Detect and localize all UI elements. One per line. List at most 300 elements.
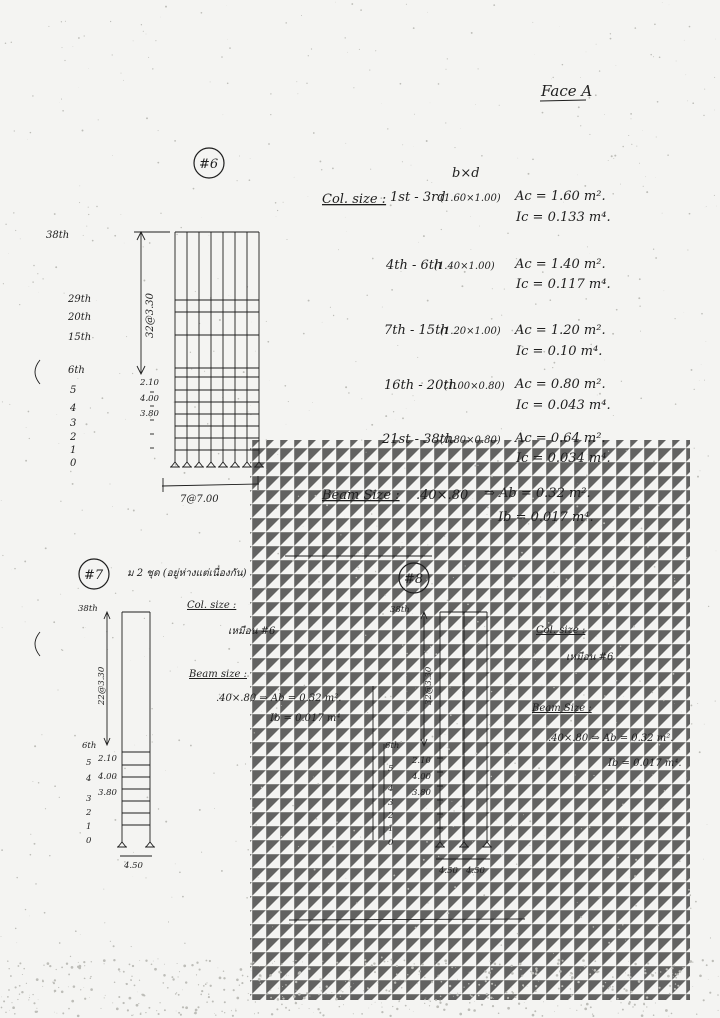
scan-speck bbox=[103, 959, 106, 962]
scan-speck bbox=[161, 562, 162, 563]
scan-speck bbox=[5, 42, 7, 44]
scan-speck bbox=[671, 1013, 673, 1015]
scan-speck bbox=[107, 649, 108, 650]
scan-speck bbox=[253, 961, 255, 963]
scan-speck bbox=[691, 369, 693, 371]
scan-speck bbox=[524, 1002, 525, 1003]
scan-speck bbox=[543, 640, 544, 641]
scan-speck bbox=[325, 993, 326, 994]
scan-speck bbox=[367, 987, 368, 988]
scan-speck bbox=[196, 962, 198, 964]
scan-speck bbox=[402, 417, 404, 419]
scan-speck bbox=[248, 412, 249, 413]
scan-speck bbox=[429, 1005, 430, 1006]
scan-speck bbox=[3, 283, 4, 284]
scan-speck bbox=[697, 476, 699, 478]
scan-speck bbox=[445, 122, 446, 123]
scan-speck bbox=[126, 983, 127, 984]
scan-speck bbox=[53, 982, 55, 984]
scan-speck bbox=[664, 790, 666, 792]
scan-speck bbox=[635, 859, 637, 861]
frame8-col-size-label: Col. size : bbox=[536, 625, 586, 636]
scan-speck bbox=[528, 173, 530, 175]
scan-speck bbox=[483, 894, 485, 896]
scan-speck bbox=[68, 973, 70, 975]
scan-speck bbox=[181, 227, 182, 228]
scan-speck bbox=[411, 966, 414, 969]
scan-speck bbox=[191, 369, 192, 370]
scan-speck bbox=[261, 977, 262, 978]
scan-speck bbox=[256, 824, 257, 825]
scan-speck bbox=[583, 694, 584, 695]
scan-speck bbox=[319, 978, 322, 981]
scan-speck bbox=[220, 625, 221, 626]
story-height: 2.10 bbox=[412, 756, 431, 766]
scan-speck bbox=[650, 54, 652, 56]
scan-speck bbox=[622, 827, 623, 828]
scan-speck bbox=[364, 972, 365, 973]
scan-speck bbox=[179, 871, 181, 873]
scan-speck bbox=[224, 1012, 225, 1013]
scan-speck bbox=[148, 57, 149, 58]
scan-speck bbox=[249, 604, 250, 605]
scan-speck bbox=[276, 1008, 278, 1010]
scan-speck bbox=[492, 288, 493, 289]
scan-speck bbox=[584, 1008, 587, 1011]
scan-speck bbox=[304, 685, 306, 687]
scan-speck bbox=[365, 962, 367, 964]
scan-speck bbox=[78, 37, 80, 39]
scan-speck bbox=[276, 508, 277, 509]
scan-speck bbox=[61, 966, 63, 968]
scan-speck bbox=[19, 985, 21, 987]
scan-speck bbox=[194, 1012, 197, 1015]
scan-speck bbox=[583, 637, 585, 639]
scan-speck bbox=[144, 656, 145, 657]
scan-speck bbox=[494, 963, 497, 966]
scan-speck bbox=[339, 1006, 341, 1008]
scan-speck bbox=[633, 626, 635, 628]
scan-speck bbox=[714, 110, 715, 111]
scan-speck bbox=[511, 825, 512, 826]
scan-speck bbox=[33, 1002, 35, 1004]
scan-speck bbox=[112, 155, 113, 156]
scan-speck bbox=[232, 1015, 234, 1017]
scan-speck bbox=[663, 700, 664, 701]
scan-speck bbox=[309, 996, 310, 997]
scan-speck bbox=[147, 797, 149, 799]
scan-speck bbox=[652, 774, 653, 775]
scan-speck bbox=[595, 94, 597, 96]
scan-speck bbox=[471, 249, 472, 250]
scan-speck bbox=[10, 975, 12, 977]
scan-speck bbox=[80, 989, 81, 990]
scan-speck bbox=[42, 980, 44, 982]
scan-speck bbox=[117, 859, 118, 860]
scan-speck bbox=[666, 968, 668, 970]
scan-speck bbox=[178, 739, 180, 741]
scan-speck bbox=[583, 601, 585, 603]
scan-speck bbox=[453, 826, 454, 827]
scan-speck bbox=[14, 130, 15, 131]
scan-speck bbox=[375, 50, 376, 51]
level-label: 6th bbox=[82, 741, 97, 751]
scan-speck bbox=[639, 305, 640, 306]
scan-speck bbox=[350, 978, 352, 980]
scan-speck bbox=[512, 992, 514, 994]
level-label: 15th bbox=[68, 332, 92, 343]
scan-speck bbox=[58, 987, 59, 988]
scan-speck bbox=[146, 735, 147, 736]
scan-speck bbox=[355, 361, 356, 362]
scan-speck bbox=[315, 495, 317, 497]
scan-speck bbox=[92, 240, 94, 242]
scan-speck bbox=[431, 583, 432, 584]
scan-speck bbox=[37, 273, 38, 274]
scan-speck bbox=[673, 965, 674, 966]
scan-speck bbox=[190, 352, 191, 353]
scan-speck bbox=[409, 1009, 410, 1010]
scan-speck bbox=[258, 1012, 260, 1014]
scan-speck bbox=[402, 644, 403, 645]
level-label: 3 bbox=[70, 418, 77, 429]
scan-speck bbox=[206, 982, 207, 983]
scan-speck bbox=[457, 993, 458, 994]
scan-speck bbox=[400, 741, 402, 743]
scan-speck bbox=[407, 974, 408, 975]
scan-speck bbox=[309, 1008, 310, 1009]
scan-speck bbox=[29, 997, 30, 998]
scan-speck bbox=[15, 928, 17, 930]
scan-speck bbox=[158, 130, 159, 131]
scan-speck bbox=[640, 331, 641, 332]
scan-speck bbox=[609, 986, 611, 988]
scan-speck bbox=[446, 69, 447, 70]
scan-speck bbox=[679, 749, 680, 750]
scan-speck bbox=[589, 826, 591, 828]
scan-speck bbox=[447, 912, 449, 914]
frame8-beam-line: .40×.80 ⇒ Ab = 0.32 m². bbox=[548, 733, 674, 744]
scan-speck bbox=[14, 568, 16, 570]
scan-speck bbox=[369, 70, 370, 71]
scan-speck bbox=[647, 546, 649, 548]
scan-speck bbox=[499, 105, 500, 106]
scan-speck bbox=[184, 943, 185, 944]
scan-speck bbox=[589, 134, 590, 135]
scan-speck bbox=[534, 1010, 536, 1012]
scan-speck bbox=[207, 423, 208, 424]
scan-speck bbox=[294, 963, 296, 965]
scan-speck bbox=[112, 1002, 113, 1003]
scan-speck bbox=[243, 371, 245, 373]
scan-speck bbox=[367, 987, 369, 989]
scan-speck bbox=[493, 998, 494, 999]
scan-speck bbox=[598, 971, 600, 973]
scan-speck bbox=[575, 673, 576, 674]
scan-speck bbox=[183, 505, 184, 506]
scan-speck bbox=[82, 130, 84, 132]
scan-speck bbox=[436, 1005, 439, 1008]
scan-speck bbox=[229, 47, 231, 49]
story-height: 2.10 bbox=[140, 378, 159, 388]
scan-speck bbox=[381, 1007, 382, 1008]
scan-speck bbox=[353, 1013, 354, 1014]
scan-speck bbox=[152, 734, 153, 735]
scan-speck bbox=[562, 960, 564, 962]
frame7-note: ม 2 ชุด (อยู่ห่างแต่เนื่องกัน) bbox=[127, 568, 247, 579]
scan-speck bbox=[459, 1013, 462, 1016]
scan-speck bbox=[278, 689, 280, 691]
scan-speck bbox=[574, 547, 576, 549]
scan-speck bbox=[88, 214, 89, 215]
scan-speck bbox=[155, 40, 156, 41]
scan-speck bbox=[461, 689, 463, 691]
scan-speck bbox=[194, 1013, 195, 1014]
scan-speck bbox=[89, 997, 90, 998]
scan-speck bbox=[255, 351, 256, 352]
scan-speck bbox=[561, 985, 563, 987]
scan-speck bbox=[553, 571, 555, 573]
scan-speck bbox=[406, 711, 408, 713]
scan-speck bbox=[662, 213, 663, 214]
scan-speck bbox=[298, 846, 299, 847]
scan-speck bbox=[449, 993, 451, 995]
scan-speck bbox=[277, 210, 278, 211]
scan-speck bbox=[112, 637, 114, 639]
scan-speck bbox=[685, 74, 686, 75]
scan-speck bbox=[22, 607, 23, 608]
scan-speck bbox=[441, 981, 443, 983]
scan-speck bbox=[71, 1000, 74, 1003]
scan-speck bbox=[158, 808, 159, 809]
scan-speck bbox=[385, 595, 386, 596]
scan-speck bbox=[417, 357, 418, 358]
scan-speck bbox=[84, 965, 85, 966]
scan-speck bbox=[35, 1011, 37, 1013]
scan-speck bbox=[618, 1013, 619, 1014]
scan-speck bbox=[348, 392, 349, 393]
scan-speck bbox=[221, 870, 223, 872]
scan-speck bbox=[138, 1003, 139, 1004]
scan-speck bbox=[692, 986, 693, 987]
level-label: 6th bbox=[385, 741, 400, 751]
scan-speck bbox=[473, 1009, 476, 1012]
scan-speck bbox=[366, 452, 367, 453]
scan-speck bbox=[107, 227, 108, 228]
scan-speck bbox=[709, 992, 711, 994]
scan-speck bbox=[679, 970, 682, 973]
scan-speck bbox=[599, 897, 600, 898]
scan-speck bbox=[599, 393, 601, 395]
scan-speck bbox=[468, 983, 470, 985]
scan-speck bbox=[435, 999, 437, 1001]
scan-speck bbox=[708, 979, 709, 980]
scan-speck bbox=[692, 102, 694, 104]
scan-speck bbox=[689, 213, 691, 215]
scan-speck bbox=[674, 578, 675, 579]
scan-speck bbox=[400, 83, 402, 85]
scan-speck bbox=[122, 1002, 124, 1004]
scan-speck bbox=[1, 1007, 3, 1009]
scan-speck bbox=[12, 1006, 15, 1009]
scan-speck bbox=[400, 979, 401, 980]
scan-speck bbox=[639, 278, 641, 280]
scan-speck bbox=[73, 46, 74, 47]
scan-speck bbox=[387, 718, 388, 719]
scan-speck bbox=[345, 37, 346, 38]
scan-speck bbox=[178, 994, 180, 996]
scan-speck bbox=[368, 1008, 369, 1009]
scan-speck bbox=[628, 275, 630, 277]
scan-speck bbox=[276, 707, 277, 708]
scan-speck bbox=[506, 785, 507, 786]
scan-speck bbox=[443, 1009, 445, 1011]
scan-speck bbox=[241, 982, 243, 984]
scan-speck bbox=[404, 980, 406, 982]
scan-speck bbox=[33, 265, 35, 267]
scan-speck bbox=[130, 979, 132, 981]
scan-speck bbox=[602, 985, 604, 987]
scan-speck bbox=[535, 972, 538, 975]
scan-speck bbox=[604, 360, 605, 361]
scan-speck bbox=[247, 999, 248, 1000]
scan-speck bbox=[260, 983, 261, 984]
scan-speck bbox=[2, 401, 3, 402]
scan-speck bbox=[140, 1012, 141, 1013]
scan-speck bbox=[59, 443, 60, 444]
scan-speck bbox=[178, 1012, 180, 1014]
scan-speck bbox=[552, 367, 553, 368]
scan-speck bbox=[602, 992, 604, 994]
scan-speck bbox=[703, 999, 705, 1001]
scan-speck bbox=[139, 960, 140, 961]
scan-speck bbox=[201, 990, 203, 992]
scan-speck bbox=[123, 80, 124, 81]
scan-speck bbox=[449, 687, 450, 688]
scan-speck bbox=[612, 333, 614, 335]
scan-speck bbox=[406, 408, 407, 409]
scan-speck bbox=[231, 1010, 232, 1011]
scan-speck bbox=[9, 404, 10, 405]
scan-speck bbox=[237, 764, 239, 766]
scan-speck bbox=[592, 1015, 594, 1017]
scan-speck bbox=[84, 998, 86, 1000]
scan-speck bbox=[654, 566, 656, 568]
scan-speck bbox=[228, 648, 230, 650]
scan-speck bbox=[235, 1009, 236, 1010]
scan-speck bbox=[612, 976, 614, 978]
scan-speck bbox=[139, 980, 140, 981]
scan-speck bbox=[296, 81, 297, 82]
scan-speck bbox=[53, 621, 55, 623]
scan-speck bbox=[478, 643, 480, 645]
scan-speck bbox=[165, 821, 167, 823]
scan-speck bbox=[227, 39, 228, 40]
scan-speck bbox=[517, 933, 519, 935]
scan-speck bbox=[286, 975, 287, 976]
scan-speck bbox=[276, 216, 277, 217]
scan-speck bbox=[357, 566, 359, 568]
scan-speck bbox=[32, 781, 33, 782]
scan-speck bbox=[266, 321, 267, 322]
scan-speck bbox=[347, 52, 348, 53]
scan-speck bbox=[694, 389, 695, 390]
scan-speck bbox=[655, 1003, 656, 1004]
scan-speck bbox=[92, 337, 94, 339]
scan-speck bbox=[335, 998, 338, 1001]
scan-speck bbox=[529, 820, 531, 822]
scan-speck bbox=[54, 785, 56, 787]
scan-speck bbox=[223, 989, 225, 991]
scan-speck bbox=[486, 976, 488, 978]
scan-speck bbox=[26, 983, 27, 984]
scan-speck bbox=[85, 627, 86, 628]
scan-speck bbox=[417, 983, 418, 984]
scan-speck bbox=[415, 927, 417, 929]
scan-speck bbox=[175, 864, 176, 865]
scan-speck bbox=[375, 1002, 376, 1003]
scan-speck bbox=[487, 997, 489, 999]
scan-speck bbox=[470, 785, 471, 786]
scan-speck bbox=[242, 975, 244, 977]
level-label: 2 bbox=[70, 432, 77, 443]
scan-speck bbox=[531, 972, 534, 975]
scan-speck bbox=[639, 507, 641, 509]
scan-speck bbox=[391, 959, 393, 961]
scan-speck bbox=[293, 995, 296, 998]
scan-speck bbox=[504, 753, 505, 754]
scan-speck bbox=[313, 1012, 314, 1013]
scan-speck bbox=[275, 202, 277, 204]
scan-speck bbox=[239, 156, 240, 157]
scan-speck bbox=[674, 988, 676, 990]
scan-speck bbox=[715, 39, 716, 40]
scan-speck bbox=[218, 968, 219, 969]
scan-speck bbox=[439, 1002, 441, 1004]
scan-speck bbox=[553, 77, 554, 78]
scan-speck bbox=[557, 1005, 558, 1006]
scan-speck bbox=[321, 990, 323, 992]
frame7-col-size-label: Col. size : bbox=[187, 600, 237, 611]
scan-speck bbox=[426, 652, 427, 653]
scan-speck bbox=[131, 946, 132, 947]
scan-speck bbox=[447, 600, 448, 601]
scan-speck bbox=[219, 977, 222, 980]
scan-speck bbox=[453, 996, 454, 997]
scan-speck bbox=[453, 810, 454, 811]
scan-speck bbox=[658, 925, 659, 926]
scan-speck bbox=[274, 961, 275, 962]
scan-speck bbox=[641, 528, 643, 530]
scan-speck bbox=[332, 846, 334, 848]
scan-speck bbox=[397, 345, 398, 346]
scan-speck bbox=[267, 341, 269, 343]
scan-speck bbox=[375, 571, 376, 572]
scan-speck bbox=[281, 836, 283, 838]
scan-speck bbox=[435, 962, 436, 963]
scan-speck bbox=[28, 411, 30, 413]
scan-speck bbox=[251, 970, 252, 971]
scan-speck bbox=[665, 1009, 668, 1012]
scan-speck bbox=[60, 501, 61, 502]
scan-speck bbox=[20, 239, 21, 240]
scan-speck bbox=[610, 38, 612, 40]
scan-speck bbox=[269, 909, 270, 910]
scan-speck bbox=[426, 808, 427, 809]
scan-speck bbox=[656, 137, 657, 138]
scan-speck bbox=[70, 956, 71, 957]
scan-speck bbox=[345, 386, 347, 388]
